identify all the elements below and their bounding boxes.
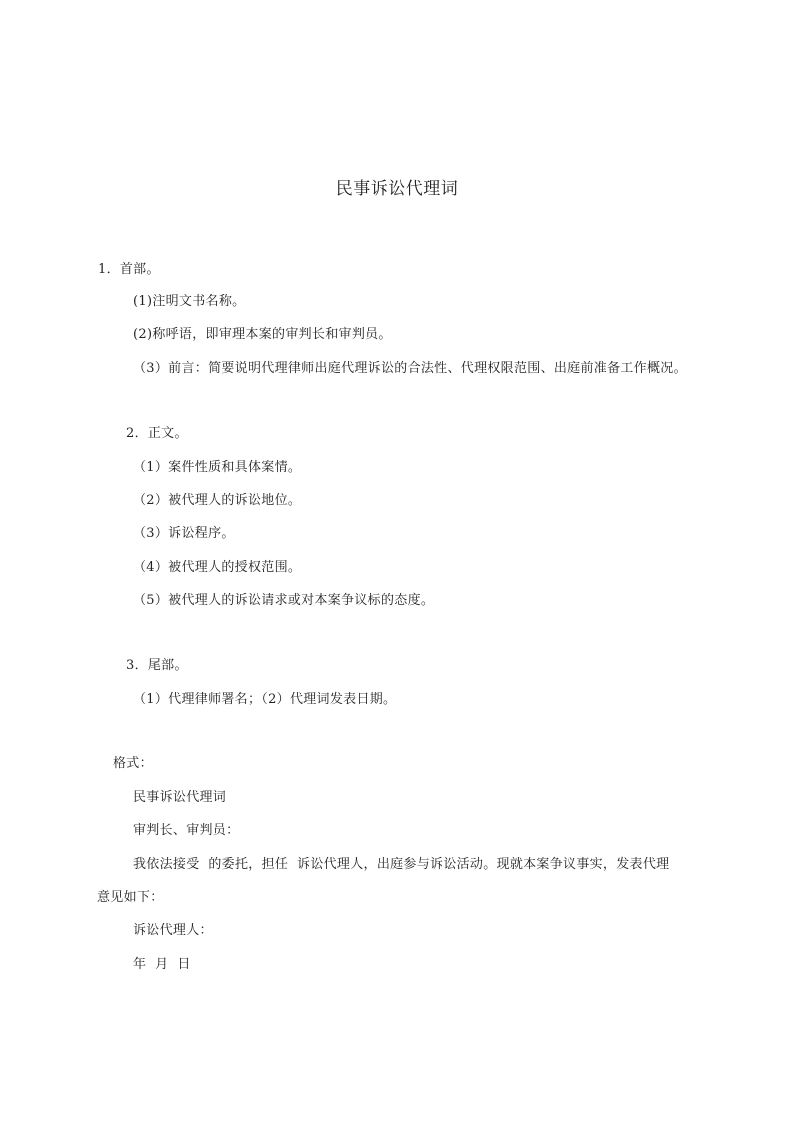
format-body-line-2: 意见如下： — [97, 890, 164, 905]
section-1-item-1: (1)注明文书名称。 — [133, 294, 246, 309]
section-1-item-2: (2)称呼语，即审理本案的审判长和审判员。 — [133, 327, 392, 342]
section-2-heading: 2．正文。 — [126, 426, 188, 441]
section-2-item-3: （3）诉讼程序。 — [133, 526, 235, 541]
section-2-item-4: （4）被代理人的授权范围。 — [133, 560, 302, 575]
document-title: 民事诉讼代理词 — [335, 179, 459, 199]
format-salutation: 审判长、审判员： — [133, 823, 240, 838]
section-1-heading: 1．首部。 — [98, 262, 160, 277]
format-date: 年 月 日 — [133, 957, 191, 972]
format-label: 格式： — [113, 756, 153, 771]
section-1-item-3: （3）前言：简要说明代理律师出庭代理诉讼的合法性、代理权限范围、出庭前准备工作概况。 — [133, 361, 687, 376]
section-3-heading: 3．尾部。 — [126, 658, 188, 673]
section-3-item-1: （1）代理律师署名；（2）代理词发表日期。 — [133, 692, 397, 707]
section-2-item-5: （5）被代理人的诉讼请求或对本案争议标的态度。 — [133, 593, 435, 608]
section-2-item-1: （1）案件性质和具体案情。 — [133, 460, 302, 475]
format-signature: 诉讼代理人： — [133, 923, 213, 938]
section-2-item-2: （2）被代理人的诉讼地位。 — [133, 493, 302, 508]
format-doc-title: 民事诉讼代理词 — [133, 790, 227, 805]
format-body-line-1: 我依法接受 的委托，担任 诉讼代理人，出庭参与诉讼活动。现就本案争议事实，发表代理 — [133, 857, 670, 872]
